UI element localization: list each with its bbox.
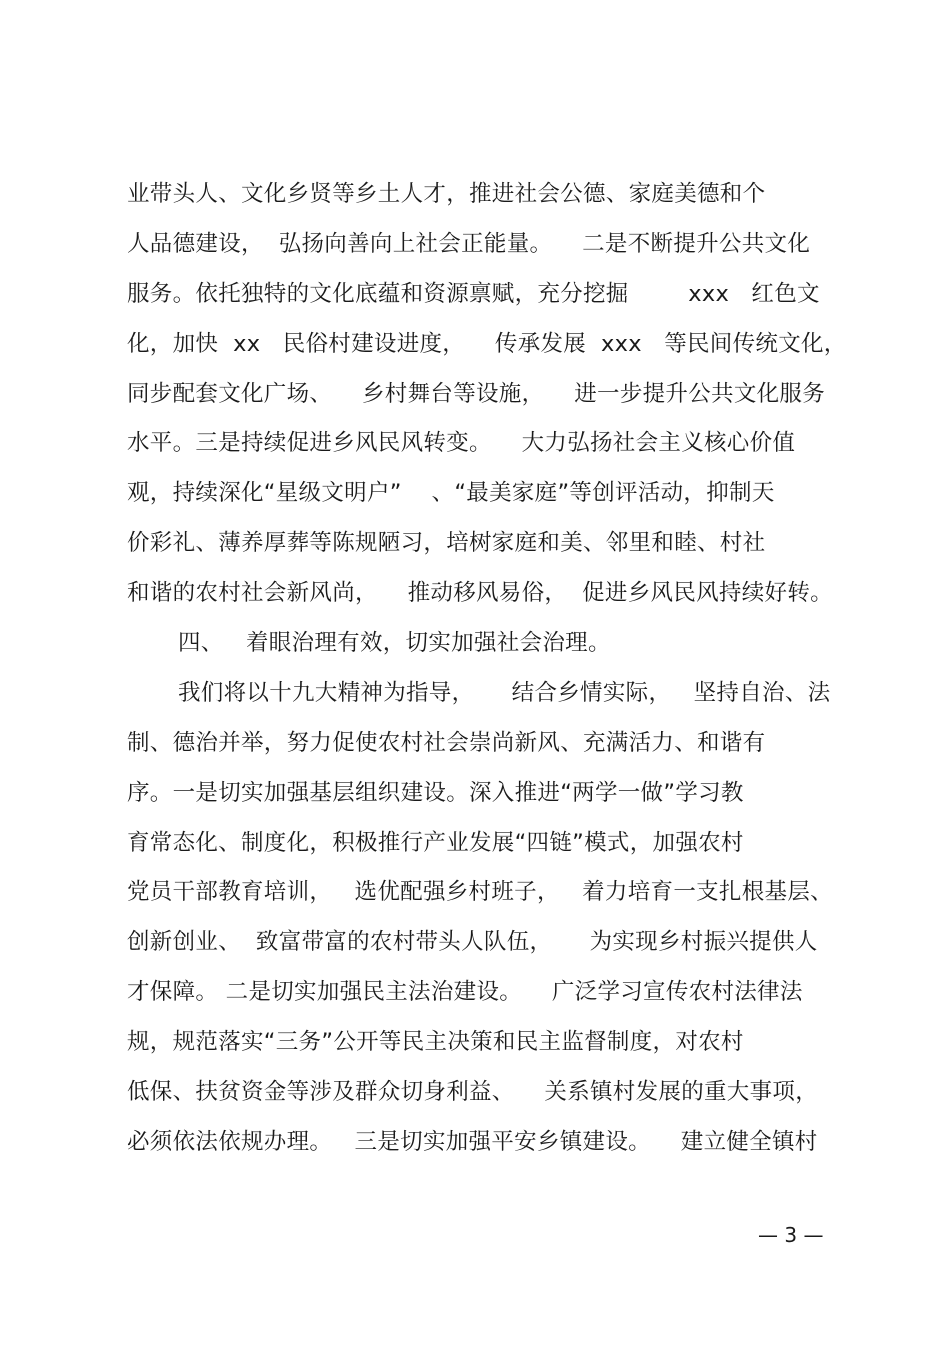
body-text bbox=[127, 170, 847, 1168]
text-line: 育常态化、制度化，积极推行产业发展“四链”模式，加强农村 bbox=[127, 829, 744, 856]
text-line: 观，持续深化“星级文明户” 、“最美家庭”等创评活动，抑制天 bbox=[127, 480, 775, 507]
text-line: 同步配套文化广场、 乡村舞台等设施， 进一步提升公共文化服务 bbox=[127, 380, 826, 407]
text-line: 规，规范落实“三务”公开等民主决策和民主监督制度，对农村 bbox=[127, 1029, 744, 1056]
paragraph-first-line: 我们将以十九大精神为指导， 结合乡情实际， 坚持自治、法 bbox=[178, 679, 831, 706]
text-line: 必须依法依规办理。 三是切实加强平安乡镇建设。 建立健全镇村 bbox=[127, 1128, 818, 1155]
text-line: 服务。依托独特的文化底蕴和资源禀赋，充分挖掘 xxx 红色文 bbox=[127, 280, 820, 307]
text-line: 低保、扶贫资金等涉及群众切身利益、 关系镇村发展的重大事项， bbox=[127, 1079, 819, 1106]
text-line: 才保障。 二是切实加强民主法治建设。 广泛学习宣传农村法律法 bbox=[127, 979, 803, 1006]
text-line: 业带头人、文化乡贤等乡土人才，推进社会公德、家庭美德和个 bbox=[127, 181, 766, 207]
text-line: 序。一是切实加强基层组织建设。深入推进“两学一做”学习教 bbox=[127, 779, 744, 806]
text-line: 化，加快 xx 民俗村建设进度， 传承发展 xxx 等民间传统文化， bbox=[127, 330, 847, 357]
text-line: 制、德治并举，努力促使农村社会崇尚新风、充满活力、和谐有 bbox=[127, 729, 766, 756]
text-line: 人品德建设， 弘扬向善向上社会正能量。 二是不断提升公共文化 bbox=[127, 230, 811, 257]
page-number: — 3 — bbox=[758, 1223, 824, 1247]
text-line: 党员干部教育培训， 选优配强乡村班子， 着力培育一支扎根基层、 bbox=[127, 879, 833, 906]
text-line: 水平。三是持续促进乡风民风转变。 大力弘扬社会主义核心价值 bbox=[127, 430, 796, 457]
text-line: 创新创业、 致富带富的农村带头人队伍， 为实现乡村振兴提供人 bbox=[127, 929, 818, 956]
text-line: 和谐的农村社会新风尚， 推动移风易俗， 促进乡风民风持续好转。 bbox=[127, 580, 833, 607]
section-heading: 四、 着眼治理有效，切实加强社会治理。 bbox=[178, 630, 611, 657]
text-line: 价彩礼、薄养厚葬等陈规陋习，培树家庭和美、邻里和睦、村社 bbox=[127, 530, 766, 557]
